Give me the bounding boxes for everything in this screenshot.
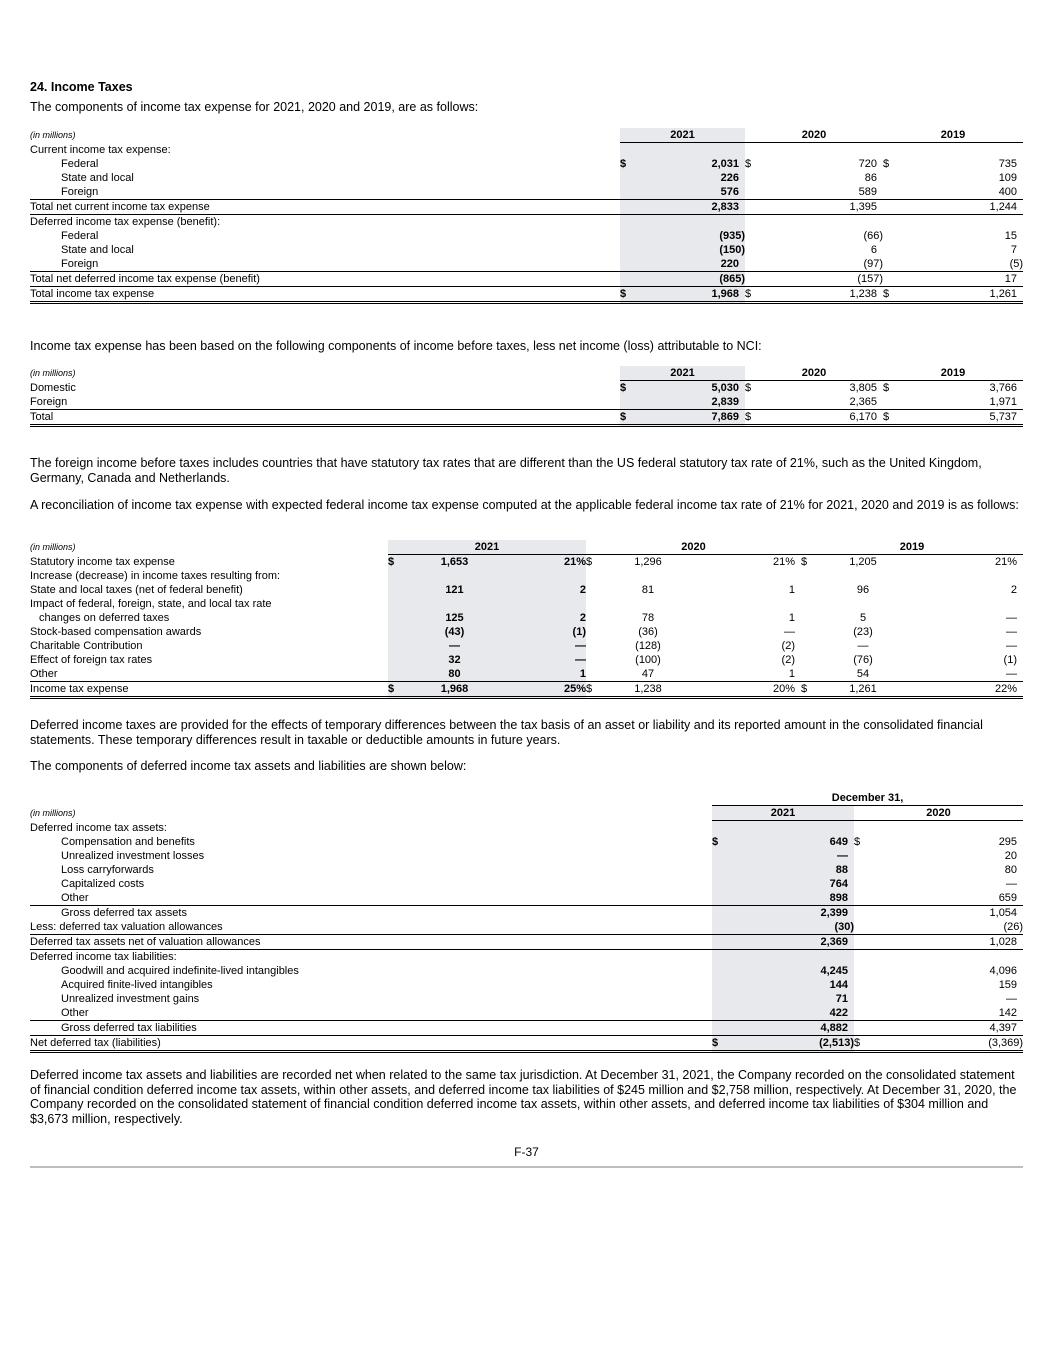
table-row: Foreign 220 (97) (5) <box>30 257 1023 272</box>
income-components-paragraph: Income tax expense has been based on the following components of income before taxes, less net income (loss) attributable to NCI: <box>30 339 762 353</box>
table-row: Income tax expense $ 1,968 25% $ 1,238 20% $ 1,261 22% <box>30 682 1023 698</box>
income-before-taxes-table <box>30 366 1023 427</box>
table-row: Impact of federal, foreign, state, and local tax rate <box>30 597 1023 611</box>
table-row: State and local taxes (net of federal benefit) 121 2 81 1 96 2 <box>30 584 1017 596</box>
table-row: Total net deferred income tax expense (benefit) (865) (157) 17 <box>30 272 1023 287</box>
table-row: Deferred income tax expense (benefit): <box>30 215 1023 230</box>
table-row: Net deferred tax (liabilities) $ (2,513) $ (3,369) <box>30 1036 1023 1052</box>
table-row: Total $ 7,869 $ 6,170 $ 5,737 <box>30 410 1023 426</box>
deferred-tax-table <box>30 791 1023 1053</box>
foreign-income-paragraph: The foreign income before taxes includes countries that have statutory tax rates that are different than the US federal statutory tax rate of 21%, such as the United Kingdom, Germany, Canada and Netherlands. <box>30 456 982 485</box>
tax-reconciliation-body <box>30 555 1023 699</box>
table-row: Other 422 142 <box>30 1006 1023 1021</box>
table-row: Capitalized costs 764 — <box>61 878 1018 890</box>
table-row: Unrealized investment gains 71 — <box>61 993 1018 1005</box>
table-row: Effect of foreign tax rates 32 — (100) (2) (76) (1) <box>30 654 1017 666</box>
table-row: Goodwill and acquired indefinite-lived intangibles 4,245 4,096 <box>61 965 1018 977</box>
components-paragraph: The components of deferred income tax assets and liabilities are shown below: <box>30 759 467 773</box>
table-header-row: (in millions) 2021 2020 2019 <box>30 540 1023 555</box>
table-row: Gross deferred tax assets 2,399 1,054 <box>61 907 1018 919</box>
table-row: Deferred income tax assets: <box>30 821 1023 836</box>
table-row: Deferred tax assets net of valuation allowances 2,369 1,028 <box>30 935 1023 950</box>
table-row: Foreign 576 589 400 <box>30 185 1023 200</box>
footer-divider <box>30 1166 1023 1168</box>
table-row: Unrealized investment losses — 20 <box>61 850 1018 862</box>
table-row: Loss carryforwards 88 80 <box>61 864 1018 876</box>
table-header-row: December 31, <box>30 791 1023 806</box>
table-row: Current income tax expense: <box>30 143 1023 158</box>
closing-paragraph: Deferred income tax assets and liabilities are recorded net when related to the same tax jurisdiction. At December 31, 2021, the Company recorded on the consolidated statement of financial condition deferred income tax assets, within other assets, and deferred income tax liabilities of $245 million and $2,758 million, respectively. At December 31, 2020, the Company recorded on the consolidated statement of financial condition deferred income tax assets, within other assets, and deferred income tax liabilities of $304 million and $3,673 million, respectively. <box>30 1068 1017 1126</box>
deferred-taxes-paragraph: Deferred income taxes are provided for the effects of temporary differences between the tax basis of an asset or liability and its reported amount in the consolidated financial statements. These temporary differences result in taxable or deductible amounts in future years. <box>30 718 983 747</box>
intro-paragraph: The components of income tax expense for 2021, 2020 and 2019, are as follows: <box>30 100 479 114</box>
table-header-row: (in millions) 2021 2020 2019 <box>30 128 1023 143</box>
table-row: Other 80 1 47 1 54 — <box>30 667 1023 682</box>
income-tax-expense-table <box>30 128 1023 304</box>
table-row: changes on deferred taxes 125 2 78 1 5 — <box>39 612 1017 624</box>
tax-reconciliation-table <box>30 540 1023 555</box>
reconciliation-paragraph: A reconciliation of income tax expense with expected federal income tax expense computed at the applicable federal income tax rate of 21% for 2021, 2020 and 2019 is as follows: <box>30 498 1019 512</box>
page-number: F-37 <box>514 1145 539 1159</box>
table-row: Compensation and benefits $ 649 $ 295 <box>61 836 1018 848</box>
table-row: Stock-based compensation awards (43) (1) (36) — (23) — <box>30 626 1017 638</box>
table-row: Domestic $ 5,030 $ 3,805 $ 3,766 <box>30 381 1018 394</box>
table-row: Total income tax expense $ 1,968 $ 1,238 $ 1,261 <box>30 287 1023 303</box>
table-row: Increase (decrease) in income taxes resulting from: <box>30 569 1023 583</box>
table-row: Federal $ 2,031 $ 720 $ 735 <box>61 158 1018 170</box>
table-row: Foreign 2,839 2,365 1,971 <box>30 395 1023 410</box>
table-header-row: (in millions) 2021 2020 <box>30 806 1023 821</box>
table-row: Acquired finite-lived intangibles 144 159 <box>61 979 1018 991</box>
table-row: Charitable Contribution — — (128) (2) — — <box>30 640 1017 652</box>
table-row: Deferred income tax liabilities: <box>30 950 1023 965</box>
table-row: State and local (150) 6 7 <box>61 244 1018 256</box>
table-row: Gross deferred tax liabilities 4,882 4,397 <box>30 1021 1023 1036</box>
table-row: Total net current income tax expense 2,833 1,395 1,244 <box>30 200 1023 215</box>
table-row: Federal (935) (66) 15 <box>61 230 1018 242</box>
table-row: State and local 226 86 109 <box>61 172 1018 184</box>
table-header-row: (in millions) 2021 2020 2019 <box>30 366 1023 381</box>
table-row: Other 898 659 <box>30 891 1023 906</box>
section-title: 24. Income Taxes <box>30 80 133 94</box>
table-row: Statutory income tax expense $ 1,653 21% $ 1,296 21% $ 1,205 21% <box>30 556 1017 568</box>
table-row: Less: deferred tax valuation allowances (30) (26) <box>30 921 1024 933</box>
